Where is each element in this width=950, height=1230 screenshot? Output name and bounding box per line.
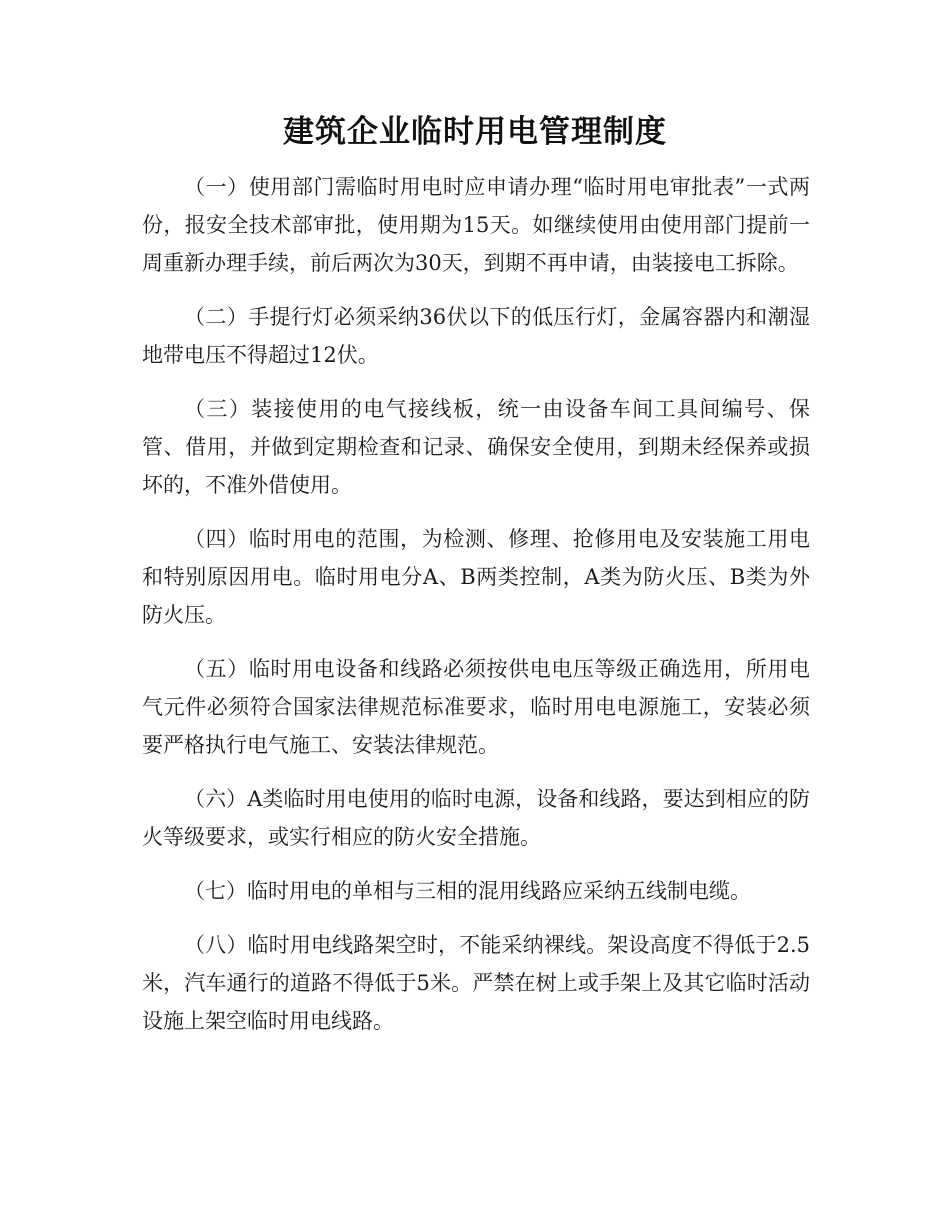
paragraph-8: （八）临时用电线路架空时，不能采纳裸线。架设高度不得低于2.5米，汽车通行的道路不得低于5米。严禁在树上或手架上及其它临时活动设施上架空临时用电线路。 <box>142 933 810 1033</box>
paragraph-1: （一）使用部门需临时用电时应申请办理“临时用电审批表”一式两份，报安全技术部审批，使用期为15天。如继续使用由使用部门提前一周重新办理手续，前后两次为30天，到期不再申请，由装接电工拆除。 <box>142 175 810 275</box>
document-title: 建筑企业临时用电管理制度 <box>283 114 667 150</box>
document-body <box>142 168 810 1056</box>
paragraph-5: （五）临时用电设备和线路必须按供电电压等级正确选用，所用电气元件必须符合国家法律规范标准要求，临时用电电源施工，安装必须要严格执行电气施工、安装法律规范。 <box>142 657 810 757</box>
paragraph-2: （二）手提行灯必须采纳36伏以下的低压行灯，金属容器内和潮湿地带电压不得超过12伏。 <box>142 305 810 367</box>
paragraph-6: （六）A类临时用电使用的临时电源，设备和线路，要达到相应的防火等级要求，或实行相应的防火安全措施。 <box>142 787 810 849</box>
paragraph-7: （七）临时用电的单相与三相的混用线路应采纳五线制电缆。 <box>184 879 751 903</box>
paragraph-4: （四）临时用电的范围，为检测、修理、抢修用电及安装施工用电和特别原因用电。临时用电分A、B两类控制，A类为防火压、B类为外防火压。 <box>142 527 810 627</box>
paragraph-3: （三）装接使用的电气接线板，统一由设备车间工具间编号、保管、借用，并做到定期检查和记录、确保安全使用，到期未经保养或损坏的，不准外借使用。 <box>142 397 810 497</box>
